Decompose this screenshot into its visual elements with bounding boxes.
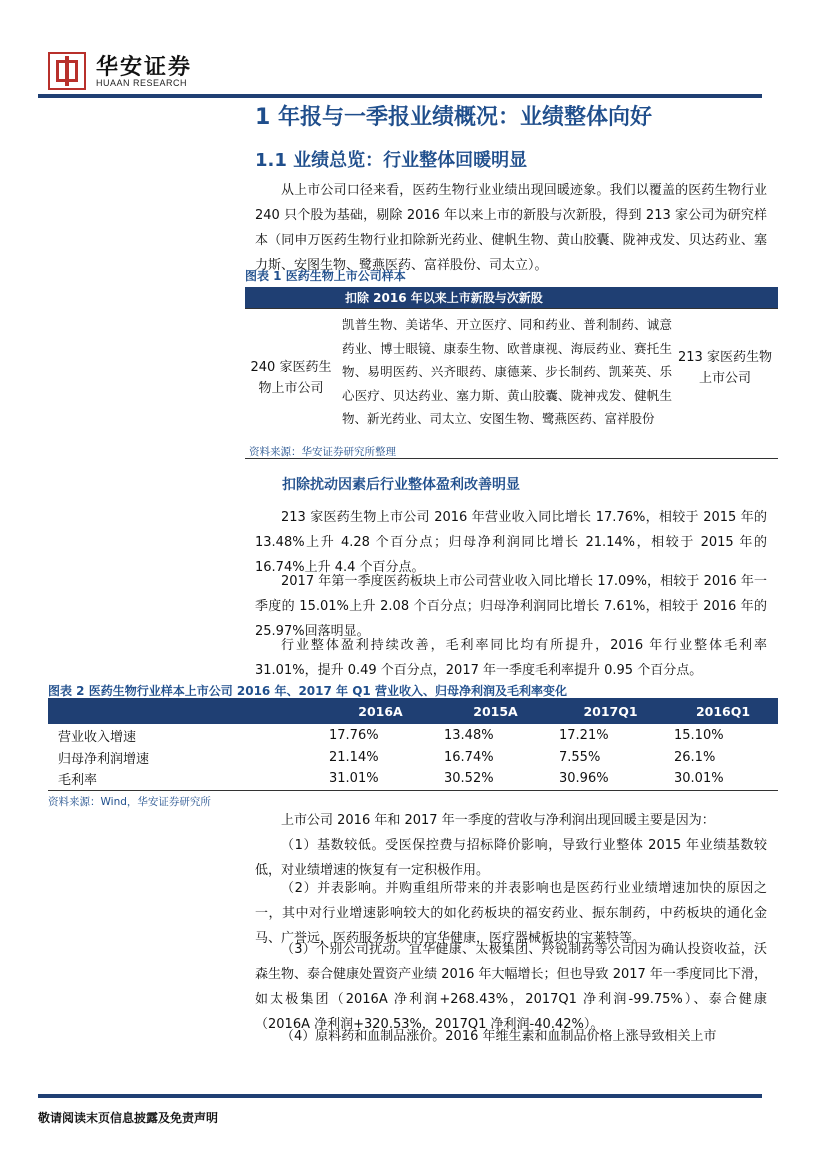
intro-paragraph: 从上市公司口径来看，医药生物行业业绩出现回暖迹象。我们以覆盖的医药生物行业 240 只个股为基础，剔除 2016 年以来上市的新股与次新股，得到 213 家公司为研究样本（同申万医药生物行业扣除新光药业、健帆生物、黄山胶囊、陇神戎发、贝达药业、塞力斯、安图生物、鹭燕医药、富祥股份、司太立）。	[255, 183, 767, 273]
table-cell: 13.48%	[444, 727, 494, 743]
table-row	[48, 746, 778, 768]
figure1-left-cell: 240 家医药生物上市公司	[250, 360, 332, 396]
table-cell: 15.10%	[674, 727, 724, 743]
table-cell: 31.01%	[323, 768, 438, 790]
section-heading: 1 年报与一季报业绩概况：业绩整体向好	[255, 105, 652, 130]
figure1-company-list: 凯普生物、美诺华、开立医疗、同和药业、普利制药、诚意药业、博士眼镜、康泰生物、欧普康视、海辰药业、赛托生物、易明医药、兴齐眼药、康德莱、步长制药、凯莱英、乐心医疗、贝达药业、塞力斯、黄山胶囊、陇神戎发、健帆生物、新光药业、司太立、安图生物、鹭燕医药、富祥股份	[342, 317, 672, 426]
column-header: 2016A	[323, 698, 438, 724]
table-cell: 26.1%	[674, 749, 716, 765]
column-header: 2016Q1	[668, 698, 778, 724]
table-row	[48, 724, 778, 746]
figure1-title: 图表 1 医药生物上市公司样本	[245, 269, 406, 283]
paragraph-reason-4: （4）原料药和血制品涨价。2016 年维生素和血制品价格上涨导致相关上市	[281, 1029, 717, 1044]
paragraph-revenue-2016: 213 家医药生物上市公司 2016 年营业收入同比增长 17.76%，相较于 2015 年的 13.48%上升 4.28 个百分点；归母净利润同比增长 21.14%，相较于 2015 年的 16.74%上升 4.4 个百分点。	[255, 510, 767, 575]
figure1-header: 扣除 2016 年以来上市新股与次新股	[245, 287, 778, 309]
table-cell: 17.21%	[559, 727, 609, 743]
header-divider	[38, 94, 762, 98]
figure1-source: 资料来源：华安证券研究所整理	[249, 446, 396, 458]
subsection-heading: 1.1 业绩总览：行业整体回暖明显	[255, 150, 528, 171]
paragraph-reason-2: （2）并表影响。并购重组所带来的并表影响也是医药行业业绩增速加快的原因之一，其中对行业增速影响较大的如化药板块的福安药业、振东制药，中药板块的通化金马、广誉远，医药服务板块的宜华健康，医疗器械板块的宝莱特等。	[255, 881, 767, 946]
table-cell: 21.14%	[329, 749, 379, 765]
footer-disclaimer: 敬请阅读末页信息披露及免责声明	[38, 1111, 219, 1125]
row-label: 毛利率	[48, 768, 323, 790]
figure2-title: 图表 2 医药生物行业样本上市公司 2016 年、2017 年 Q1 营业收入、归母净利润及毛利率变化	[48, 684, 567, 698]
table-cell: 17.76%	[329, 727, 379, 743]
logo-text: 华安证券	[96, 54, 193, 80]
figure2-table	[48, 698, 778, 791]
table-cell: 30.96%	[553, 768, 668, 790]
subheading-profit: 扣除扰动因素后行业整体盈利改善明显	[282, 477, 520, 493]
row-label: 归母净利润增速	[58, 751, 150, 767]
figure2-source: 资料来源：Wind，华安证券研究所	[48, 796, 211, 808]
table-cell: 7.55%	[559, 749, 601, 765]
table-header-row	[48, 698, 778, 724]
table-row	[48, 768, 778, 790]
table-cell: 30.52%	[438, 768, 553, 790]
table-cell: 30.01%	[668, 768, 778, 790]
figure1-right-cell: 213 家医药生物上市公司	[678, 350, 772, 386]
column-header	[48, 698, 323, 724]
footer-divider	[38, 1094, 762, 1098]
logo-seal-icon	[48, 52, 86, 90]
paragraph-reason-1: （1）基数较低。受医保控费与招标降价影响，导致行业整体 2015 年业绩基数较低，对业绩增速的恢复有一定积极作用。	[255, 838, 767, 878]
page-header	[38, 44, 788, 96]
paragraph-q1-2017: 2017 年第一季度医药板块上市公司营业收入同比增长 17.09%，相较于 2016 年一季度的 15.01%上升 2.08 个百分点；归母净利润同比增长 7.61%，相较于 2016 年的 25.97%回落明显。	[255, 574, 767, 639]
paragraph-reasons-intro: 上市公司 2016 年和 2017 年一季度的营收与净利润出现回暖主要是因为：	[281, 813, 715, 828]
figure1-table	[245, 287, 778, 459]
row-label: 营业收入增速	[58, 729, 137, 745]
paragraph-reason-3: （3）个别公司扰动。宜华健康、太极集团、羚锐制药等公司因为确认投资收益，沃森生物、泰合健康处置资产业绩 2016 年大幅增长；但也导致 2017 年一季度同比下滑，如太极集团（2016A 净利润+268.43%，2017Q1 净利润-99.75%）、泰合健康（2016A 净利润+320.53%，2017Q1 净利润-40.42%）。	[255, 942, 767, 1032]
column-header: 2015A	[438, 698, 553, 724]
column-header: 2017Q1	[553, 698, 668, 724]
table-cell: 16.74%	[444, 749, 494, 765]
paragraph-margin: 行业整体盈利持续改善，毛利率同比均有所提升，2016 年行业整体毛利率 31.01%，提升 0.49 个百分点，2017 年一季度毛利率提升 0.95 个百分点。	[255, 638, 767, 678]
logo-subtitle: HUAAN RESEARCH	[96, 78, 188, 88]
